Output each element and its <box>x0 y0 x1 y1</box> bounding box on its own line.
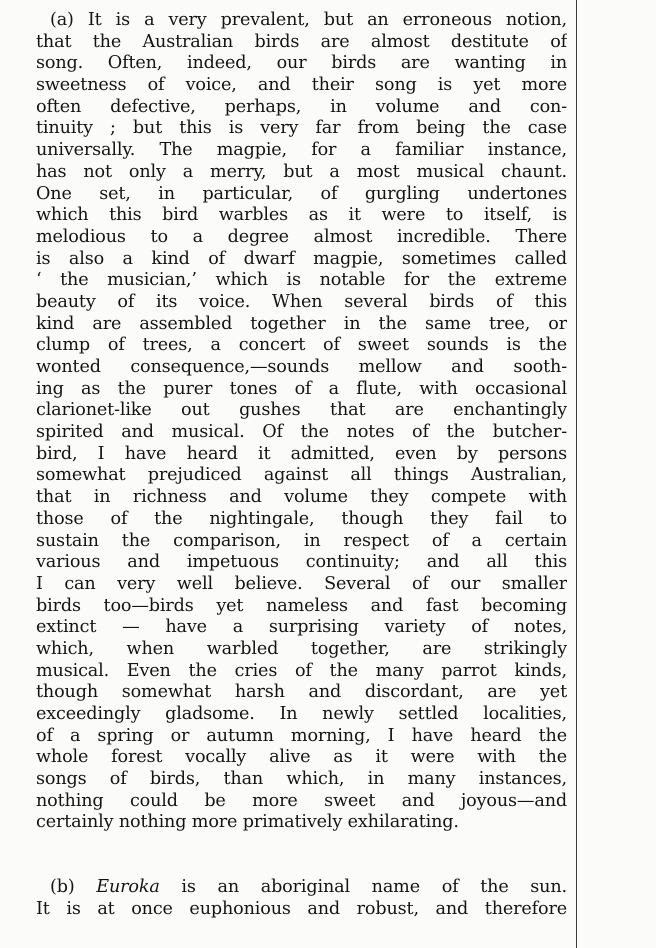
paragraph-a <box>0 10 576 834</box>
text-line: often defective, perhaps, in volume and con- <box>36 96 567 117</box>
paragraph-b <box>0 877 576 920</box>
text-line: of a spring or autumn morning, I have heard the <box>36 725 567 746</box>
text-line: is also a kind of dwarf magpie, sometimes called <box>36 248 567 269</box>
text-line: clump of trees, a concert of sweet sounds is the <box>36 335 567 356</box>
text-line: beauty of its voice. When several birds of this <box>36 291 567 312</box>
text-line: spirited and musical. Of the notes of the butcher- <box>36 422 567 443</box>
text-line: those of the nightingale, though they fail to <box>36 508 567 529</box>
text-line: has not only a merry, but a most musical chaunt. <box>36 161 567 182</box>
text-line: It is at once euphonious and robust, and therefore <box>36 898 567 919</box>
italic-term: Euroka <box>96 877 160 897</box>
text-line: sweetness of voice, and their song is yet more <box>36 75 567 96</box>
text-line: sustain the comparison, in respect of a certain <box>36 530 567 551</box>
paragraph-label: (b) <box>50 877 75 897</box>
text-line: nothing could be more sweet and joyous—and <box>36 790 567 811</box>
text-line: musical. Even the cries of the many parrot kinds, <box>36 660 567 681</box>
text-line: (a) It is a very prevalent, but an erroneous notion, <box>50 10 567 30</box>
text-line: song. Often, indeed, our birds are wanting in <box>36 53 567 74</box>
text-line: (b) Euroka is an aboriginal name of the sun. <box>50 877 567 897</box>
text-line: which this bird warbles as it were to itself, is <box>36 205 567 226</box>
text-line: various and impetuous continuity; and all this <box>36 552 567 573</box>
text-line: ‘ the musician,’ which is notable for the extreme <box>36 270 567 291</box>
text-line: extinct — have a surprising variety of notes, <box>36 617 567 638</box>
text-line: somewhat prejudiced against all things Australian, <box>36 465 567 486</box>
text-line: wonted consequence,—sounds mellow and sooth- <box>36 357 567 377</box>
text-line: that in richness and volume they compete with <box>36 487 567 508</box>
text-line: One set, in particular, of gurgling undertones <box>36 183 567 204</box>
text-line: whole forest vocally alive as it were with the <box>36 747 567 768</box>
text-line: that the Australian birds are almost destitute of <box>36 31 567 52</box>
text-line: which, when warbled together, are strikingly <box>36 638 567 659</box>
text-line: tinuity ; but this is very far from being the case <box>36 118 567 139</box>
column-rule <box>576 0 577 948</box>
text-line: birds too—birds yet nameless and fast becoming <box>36 595 567 616</box>
text-line: clarionet-like out gushes that are enchantingly <box>36 400 567 421</box>
text-line: kind are assembled together in the same tree, or <box>36 313 567 334</box>
text-line: though somewhat harsh and discordant, are yet <box>36 682 567 703</box>
text-line: songs of birds, than which, in many instances, <box>36 769 567 790</box>
text-line: exceedingly gladsome. In newly settled localities, <box>36 704 567 724</box>
text-line: universally. The magpie, for a familiar instance, <box>36 140 567 161</box>
text-line: ing as the purer tones of a flute, with occasional <box>36 378 567 399</box>
text-line: melodious to a degree almost incredible. There <box>36 226 567 247</box>
paragraph-label: (a) <box>50 10 74 30</box>
text-line: certainly nothing more primatively exhilarating. <box>36 812 459 833</box>
text-line: I can very well believe. Several of our smaller <box>36 573 567 594</box>
text-line: bird, I have heard it admitted, even by persons <box>36 443 567 464</box>
